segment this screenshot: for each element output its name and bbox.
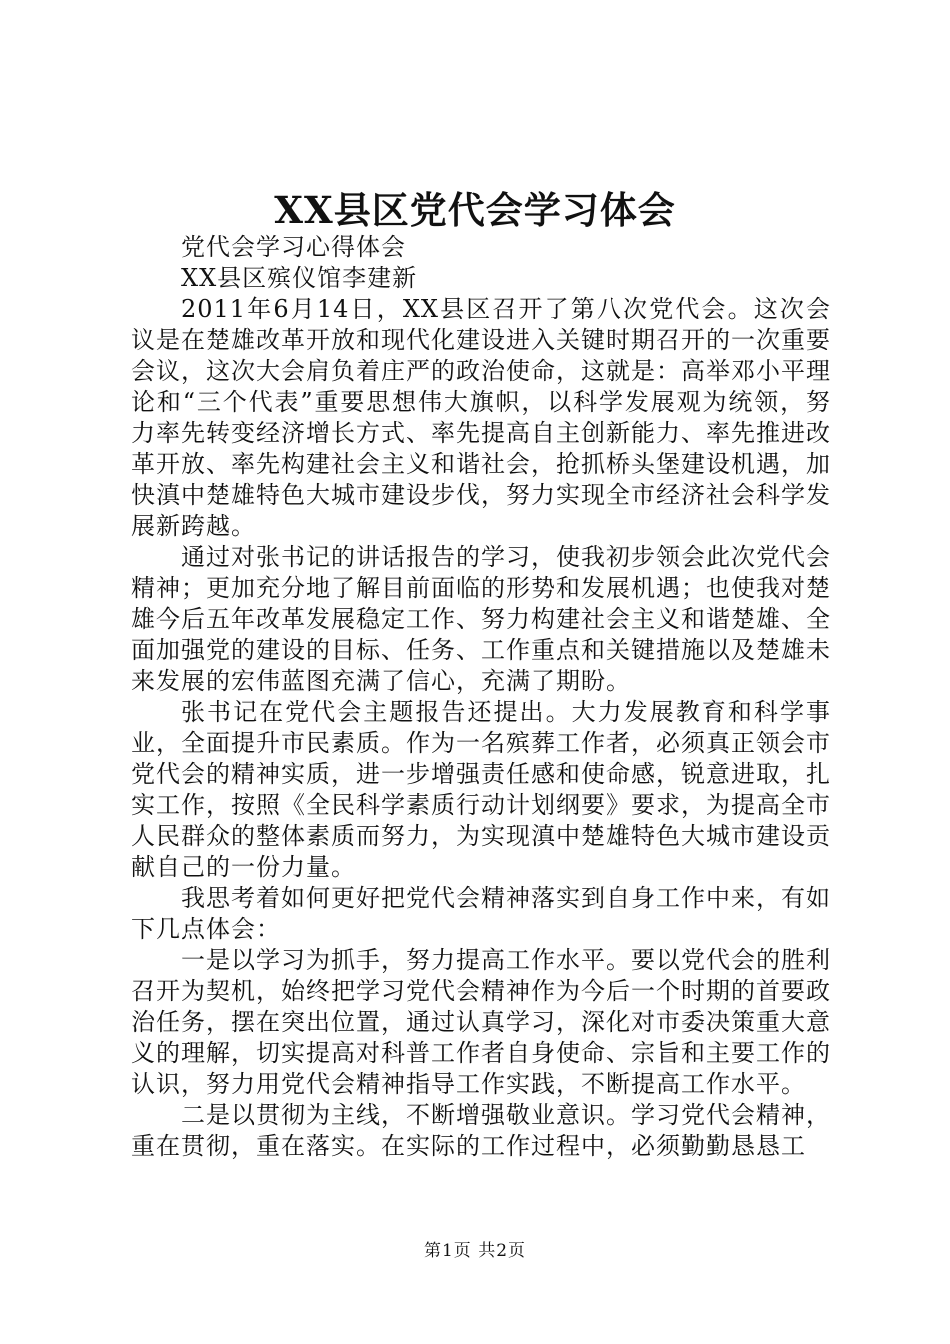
paragraph-5: 一是以学习为抓手，努力提高工作水平。要以党代会的胜利召开为契机，始终把学习党代会精神作为今后一个时期的首要政治任务，摆在突出位置，通过认真学习，深化对市委决策重大意义的理解，切实提高对科普工作者自身使命、宗旨和主要工作的认识，努力用党代会精神指导工作实践，不断提高工作水平。 (131, 946, 831, 1098)
document-body (131, 232, 831, 1162)
document-author: XX县区殡仪馆李建新 (181, 264, 418, 292)
paragraph-1: 2011年6月14日，XX县区召开了第八次党代会。这次会议是在楚雄改革开放和现代化建设进入关键时期召开的一次重要会议，这次大会肩负着庄严的政治使命，这就是：高举邓小平理论和“三个代表”重要思想伟大旗帜，以科学发展观为统领，努力率先转变经济增长方式、率先提高自主创新能力、率先推进改革开放、率先构建社会主义和谐社会，抢抓桥头堡建设机遇，加快滇中楚雄特色大城市建设步伐，努力实现全市经济社会科学发展新跨越。 (131, 295, 831, 540)
paragraph-2: 通过对张书记的讲话报告的学习，使我初步领会此次党代会精神；更加充分地了解目前面临的形势和发展机遇；也使我对楚雄今后五年改革发展稳定工作、努力构建社会主义和谐楚雄、全面加强党的建设的目标、任务、工作重点和关键措施以及楚雄未来发展的宏伟蓝图充满了信心，充满了期盼。 (131, 543, 831, 695)
document-subtitle: 党代会学习心得体会 (181, 233, 406, 261)
paragraph-3: 张书记在党代会主题报告还提出。大力发展教育和科学事业，全面提升市民素质。作为一名殡葬工作者，必须真正领会市党代会的精神实质，进一步增强责任感和使命感，锐意进取，扎实工作，按照《全民科学素质行动计划纲要》要求，为提高全市人民群众的整体素质而努力，为实现滇中楚雄特色大城市建设贡献自己的一份力量。 (131, 698, 831, 881)
paragraph-6: 二是以贯彻为主线，不断增强敬业意识。学习党代会精神，重在贯彻，重在落实。在实际的工作过程中，必须勤勤恳恳工 (131, 1101, 831, 1160)
page-number-footer: 第1页 共2页 (423, 1241, 527, 1261)
paragraph-4: 我思考着如何更好把党代会精神落实到自身工作中来，有如下几点体会： (131, 884, 831, 943)
document-title: XX县区党代会学习体会 (274, 188, 676, 232)
